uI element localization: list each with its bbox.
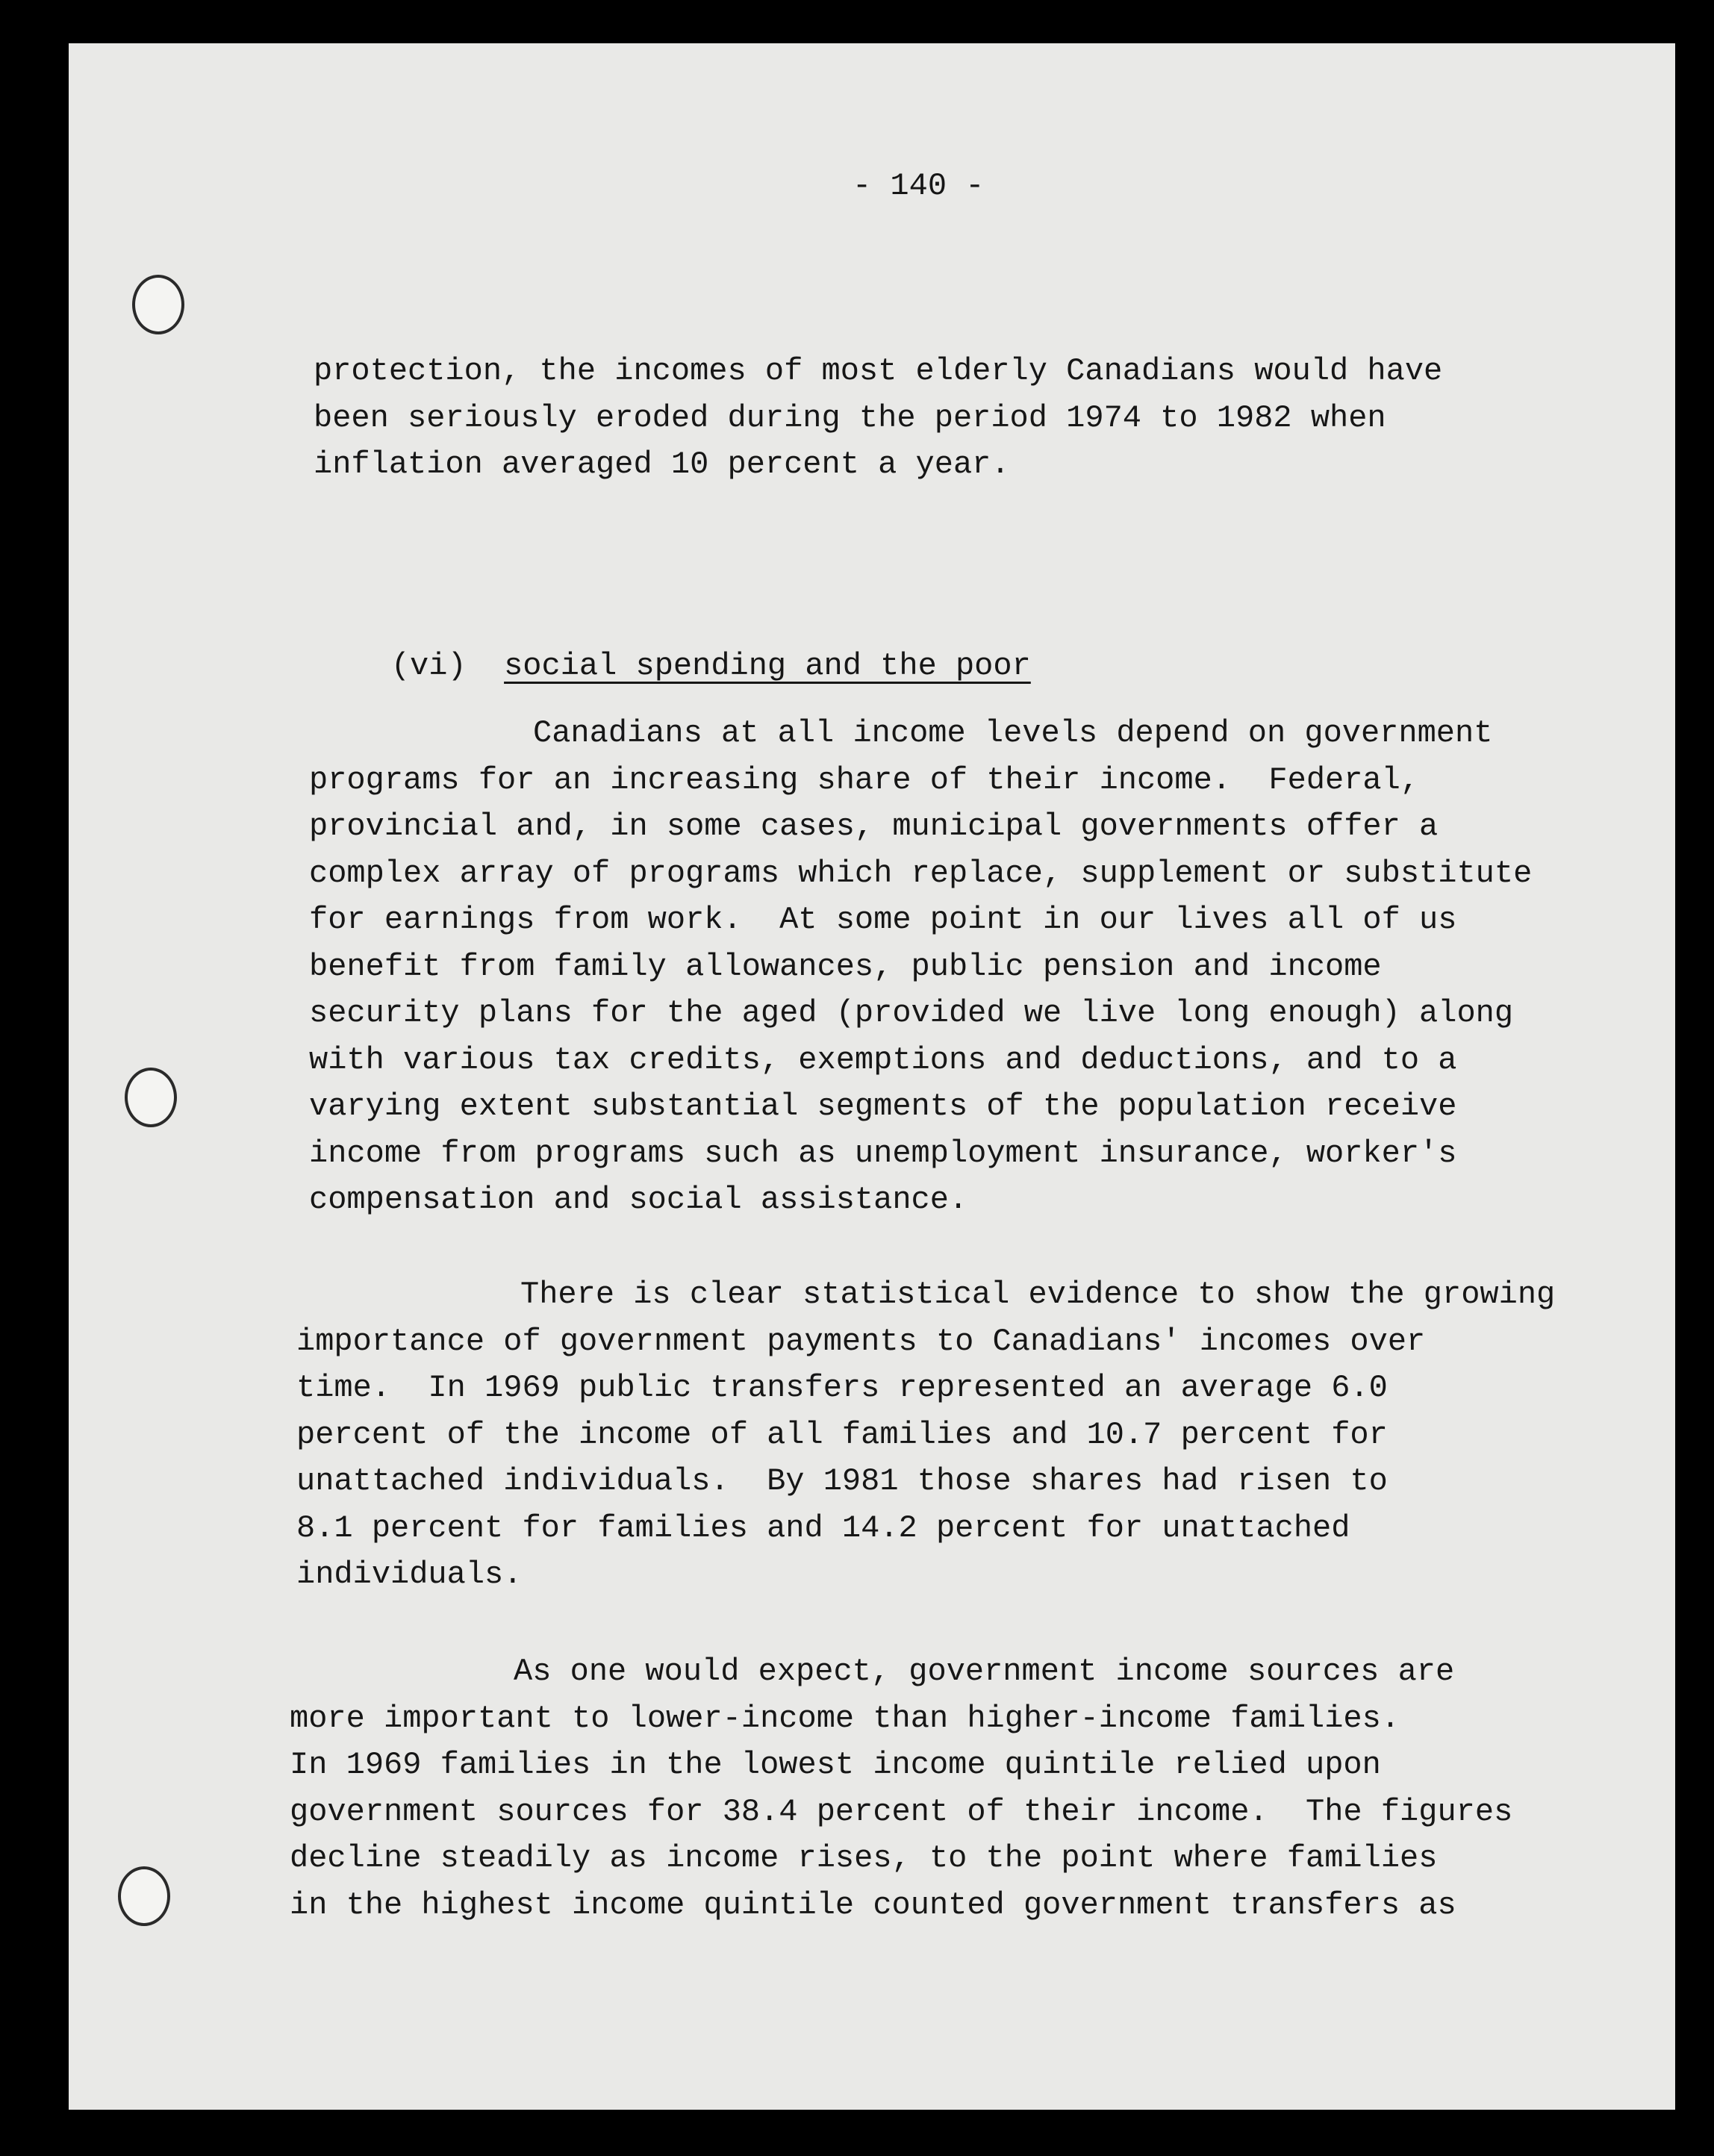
section-number: (vi) [390,647,467,684]
text-line: importance of government payments to Canadians' incomes over [296,1323,1426,1359]
punch-hole [132,275,184,334]
text-line: income from programs such as unemployment insurance, worker's [309,1135,1457,1171]
page-number: - 140 - [853,168,985,204]
text-line: protection, the incomes of most elderly Canadians would have [314,353,1443,389]
text-line: varying extent substantial segments of the population receive [309,1088,1457,1124]
text-line: for earnings from work. At some point in our lives all of us [309,902,1457,938]
text-line: in the highest income quintile counted government transfers as [290,1886,1456,1923]
body-paragraph [309,710,1532,1224]
text-line: individuals. [296,1557,523,1592]
body-paragraph [290,1648,1512,1928]
text-line: programs for an increasing share of their income. Federal, [309,761,1420,798]
punch-hole [118,1866,170,1926]
text-line: with various tax credits, exemptions and deductions, and to a [309,1041,1457,1078]
text-line: As one would expect, government income sources are [514,1654,1455,1689]
text-line: percent of the income of all families and 10.7 percent for [296,1416,1388,1453]
text-line: more important to lower-income than higher-income families. [290,1700,1400,1736]
section-title: social spending and the poor [504,647,1031,684]
text-line: unattached individuals. By 1981 those shares had risen to [296,1463,1388,1499]
text-line: government sources for 38.4 percent of their income. The figures [290,1793,1513,1830]
text-line: time. In 1969 public transfers represented an average 6.0 [296,1370,1388,1406]
text-line: security plans for the aged (provided we live long enough) along [309,995,1514,1031]
text-line: There is clear statistical evidence to show the growing [520,1277,1556,1312]
text-line: been seriously eroded during the period 1974 to 1982 when [314,399,1386,436]
text-line: 8.1 percent for families and 14.2 percent for unattached [296,1509,1350,1546]
paragraph-continued [314,348,1442,488]
text-line: provincial and, in some cases, municipal governments offer a [309,808,1439,844]
document-page [69,43,1675,2110]
text-line: benefit from family allowances, public pension and income [309,948,1382,985]
body-paragraph [296,1271,1555,1598]
text-line: compensation and social assistance. [309,1182,968,1218]
text-line: inflation averaged 10 percent a year. [314,446,1010,482]
text-line: decline steadily as income rises, to the point where families [290,1840,1438,1876]
punch-hole [125,1068,177,1127]
text-line: complex array of programs which replace, supplement or substitute [309,855,1533,891]
text-line: In 1969 families in the lowest income quintile relied upon [290,1747,1381,1783]
text-line: Canadians at all income levels depend on government [533,715,1493,751]
